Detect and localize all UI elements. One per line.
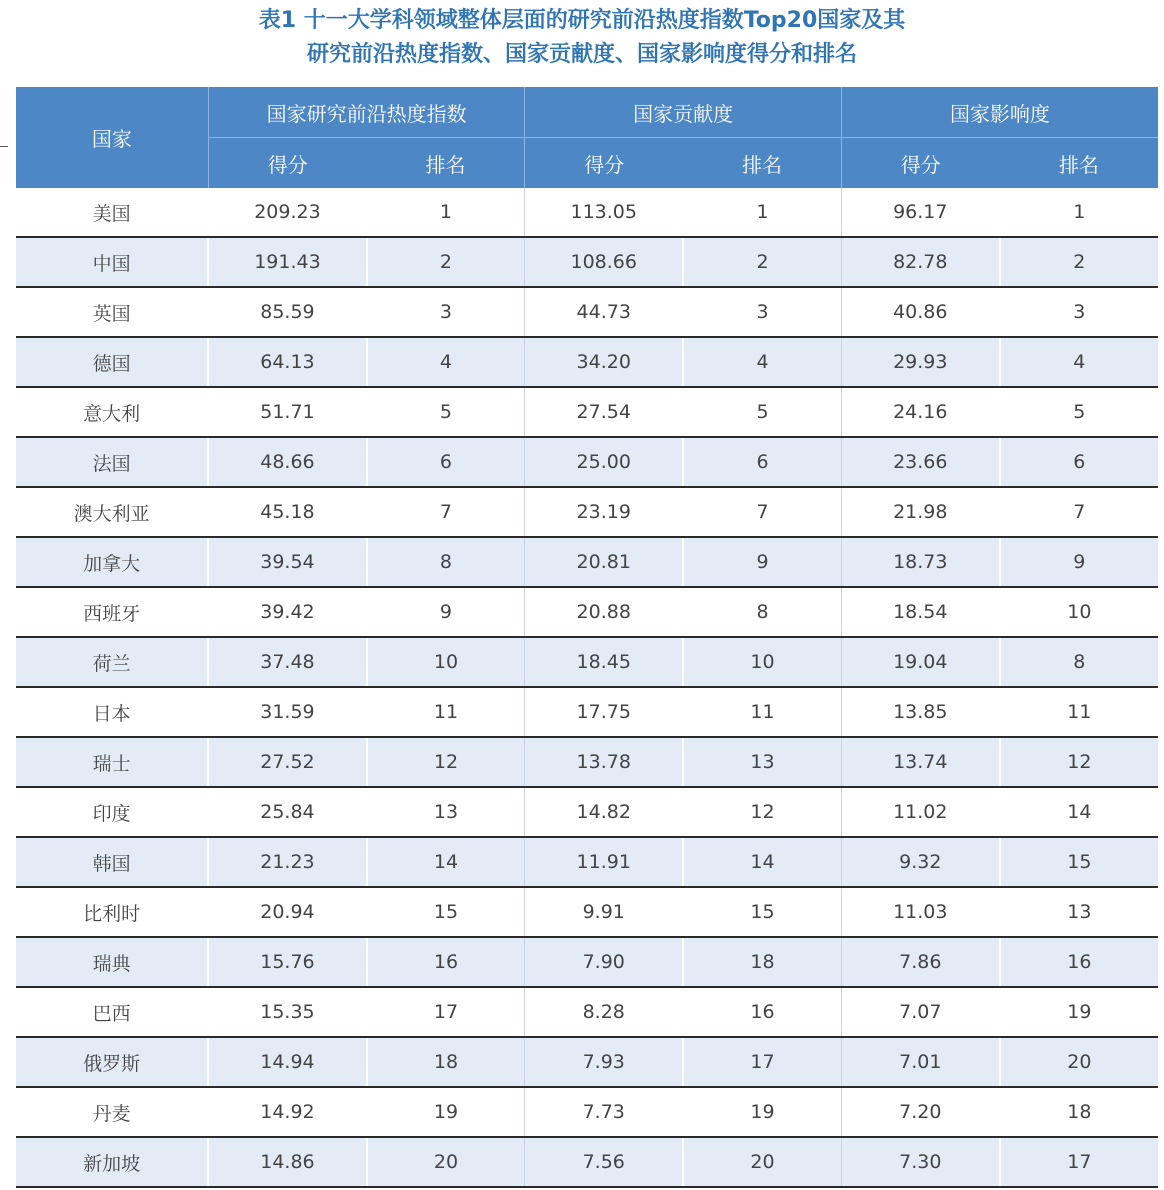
heat-index-score-cell: 85.59: [208, 287, 366, 337]
table-title: [0, 0, 1164, 72]
heat-index-rank-cell: 2: [367, 237, 525, 287]
contribution-rank-cell: 1: [683, 188, 841, 237]
table-row: [16, 188, 1158, 237]
group-header-heat-index: 国家研究前沿热度指数: [208, 87, 525, 138]
country-cell: 法国: [16, 437, 208, 487]
country-cell: 瑞典: [16, 937, 208, 987]
heat-index-score-cell: 64.13: [208, 337, 366, 387]
influence-rank-cell: 10: [1000, 587, 1158, 637]
contribution-rank-cell: 10: [683, 637, 841, 687]
heat-index-rank-cell: 18: [367, 1037, 525, 1087]
influence-rank-cell: 18: [1000, 1087, 1158, 1137]
subheader-rank: 排名: [1000, 138, 1158, 189]
subheader-rank: 排名: [683, 138, 841, 189]
contribution-rank-cell: 13: [683, 737, 841, 787]
contribution-rank-cell: 20: [683, 1137, 841, 1187]
influence-score-cell: 40.86: [841, 287, 999, 337]
influence-score-cell: 24.16: [841, 387, 999, 437]
contribution-score-cell: 9.91: [525, 887, 683, 937]
heat-index-score-cell: 39.54: [208, 537, 366, 587]
influence-rank-cell: 5: [1000, 387, 1158, 437]
heat-index-rank-cell: 14: [367, 837, 525, 887]
contribution-rank-cell: 14: [683, 837, 841, 887]
influence-rank-cell: 20: [1000, 1037, 1158, 1087]
influence-rank-cell: 12: [1000, 737, 1158, 787]
influence-score-cell: 18.73: [841, 537, 999, 587]
heat-index-rank-cell: 6: [367, 437, 525, 487]
table-row: [16, 737, 1158, 787]
group-header-contribution: 国家贡献度: [525, 87, 842, 138]
contribution-score-cell: 7.90: [525, 937, 683, 987]
table-row: [16, 937, 1158, 987]
table-row: [16, 1137, 1158, 1187]
country-cell: 德国: [16, 337, 208, 387]
table-row: [16, 637, 1158, 687]
table-row: [16, 687, 1158, 737]
heat-index-rank-cell: 12: [367, 737, 525, 787]
country-cell: 美国: [16, 188, 208, 237]
influence-rank-cell: 16: [1000, 937, 1158, 987]
heat-index-score-cell: 45.18: [208, 487, 366, 537]
contribution-rank-cell: 12: [683, 787, 841, 837]
heat-index-rank-cell: 11: [367, 687, 525, 737]
subheader-score: 得分: [525, 138, 683, 189]
table-row: [16, 337, 1158, 387]
contribution-score-cell: 108.66: [525, 237, 683, 287]
table-body: [16, 188, 1158, 1187]
table-row: [16, 837, 1158, 887]
margin-mark: [0, 146, 8, 147]
influence-rank-cell: 7: [1000, 487, 1158, 537]
influence-score-cell: 9.32: [841, 837, 999, 887]
influence-score-cell: 23.66: [841, 437, 999, 487]
heat-index-score-cell: 15.76: [208, 937, 366, 987]
contribution-score-cell: 14.82: [525, 787, 683, 837]
country-cell: 澳大利亚: [16, 487, 208, 537]
heat-index-score-cell: 209.23: [208, 188, 366, 237]
heat-index-rank-cell: 15: [367, 887, 525, 937]
influence-score-cell: 7.01: [841, 1037, 999, 1087]
influence-rank-cell: 11: [1000, 687, 1158, 737]
table-row: [16, 787, 1158, 837]
contribution-score-cell: 11.91: [525, 837, 683, 887]
influence-rank-cell: 15: [1000, 837, 1158, 887]
contribution-rank-cell: 3: [683, 287, 841, 337]
heat-index-rank-cell: 10: [367, 637, 525, 687]
influence-score-cell: 96.17: [841, 188, 999, 237]
contribution-rank-cell: 9: [683, 537, 841, 587]
contribution-rank-cell: 17: [683, 1037, 841, 1087]
heat-index-rank-cell: 20: [367, 1137, 525, 1187]
influence-rank-cell: 8: [1000, 637, 1158, 687]
heat-index-score-cell: 191.43: [208, 237, 366, 287]
contribution-score-cell: 113.05: [525, 188, 683, 237]
heat-index-score-cell: 14.92: [208, 1087, 366, 1137]
contribution-score-cell: 18.45: [525, 637, 683, 687]
influence-score-cell: 7.30: [841, 1137, 999, 1187]
contribution-score-cell: 7.56: [525, 1137, 683, 1187]
influence-score-cell: 29.93: [841, 337, 999, 387]
influence-rank-cell: 4: [1000, 337, 1158, 387]
subheader-score: 得分: [208, 138, 366, 189]
heat-index-score-cell: 14.94: [208, 1037, 366, 1087]
influence-rank-cell: 3: [1000, 287, 1158, 337]
contribution-rank-cell: 19: [683, 1087, 841, 1137]
influence-rank-cell: 19: [1000, 987, 1158, 1037]
influence-score-cell: 7.86: [841, 937, 999, 987]
heat-index-score-cell: 31.59: [208, 687, 366, 737]
heat-index-rank-cell: 1: [367, 188, 525, 237]
heat-index-rank-cell: 4: [367, 337, 525, 387]
contribution-rank-cell: 5: [683, 387, 841, 437]
contribution-score-cell: 13.78: [525, 737, 683, 787]
heat-index-rank-cell: 17: [367, 987, 525, 1037]
heat-index-rank-cell: 7: [367, 487, 525, 537]
contribution-rank-cell: 6: [683, 437, 841, 487]
contribution-score-cell: 44.73: [525, 287, 683, 337]
contribution-rank-cell: 2: [683, 237, 841, 287]
subheader-rank: 排名: [367, 138, 525, 189]
table-row: [16, 887, 1158, 937]
influence-score-cell: 11.02: [841, 787, 999, 837]
table-row: [16, 987, 1158, 1037]
heat-index-score-cell: 27.52: [208, 737, 366, 787]
influence-rank-cell: 2: [1000, 237, 1158, 287]
contribution-score-cell: 7.93: [525, 1037, 683, 1087]
contribution-rank-cell: 18: [683, 937, 841, 987]
contribution-score-cell: 8.28: [525, 987, 683, 1037]
country-cell: 俄罗斯: [16, 1037, 208, 1087]
group-header-influence: 国家影响度: [841, 87, 1158, 138]
heat-index-rank-cell: 16: [367, 937, 525, 987]
influence-score-cell: 11.03: [841, 887, 999, 937]
table-row: [16, 237, 1158, 287]
influence-rank-cell: 17: [1000, 1137, 1158, 1187]
contribution-score-cell: 34.20: [525, 337, 683, 387]
heat-index-score-cell: 20.94: [208, 887, 366, 937]
country-cell: 韩国: [16, 837, 208, 887]
heat-index-score-cell: 15.35: [208, 987, 366, 1037]
heat-index-score-cell: 21.23: [208, 837, 366, 887]
influence-score-cell: 13.85: [841, 687, 999, 737]
influence-rank-cell: 9: [1000, 537, 1158, 587]
country-column-header: 国家: [16, 87, 208, 188]
country-cell: 瑞士: [16, 737, 208, 787]
heat-index-rank-cell: 3: [367, 287, 525, 337]
contribution-rank-cell: 15: [683, 887, 841, 937]
contribution-rank-cell: 11: [683, 687, 841, 737]
influence-score-cell: 7.07: [841, 987, 999, 1037]
influence-score-cell: 82.78: [841, 237, 999, 287]
influence-rank-cell: 1: [1000, 188, 1158, 237]
heat-index-score-cell: 51.71: [208, 387, 366, 437]
heat-index-rank-cell: 8: [367, 537, 525, 587]
contribution-score-cell: 17.75: [525, 687, 683, 737]
heat-index-score-cell: 37.48: [208, 637, 366, 687]
country-cell: 荷兰: [16, 637, 208, 687]
influence-rank-cell: 14: [1000, 787, 1158, 837]
heat-index-rank-cell: 9: [367, 587, 525, 637]
heat-index-score-cell: 48.66: [208, 437, 366, 487]
contribution-score-cell: 23.19: [525, 487, 683, 537]
contribution-rank-cell: 8: [683, 587, 841, 637]
table-row: [16, 387, 1158, 437]
table-row: [16, 287, 1158, 337]
table-row: [16, 1087, 1158, 1137]
contribution-score-cell: 20.81: [525, 537, 683, 587]
heat-index-score-cell: 39.42: [208, 587, 366, 637]
contribution-rank-cell: 4: [683, 337, 841, 387]
contribution-rank-cell: 16: [683, 987, 841, 1037]
country-cell: 丹麦: [16, 1087, 208, 1137]
table-row: [16, 537, 1158, 587]
country-cell: 巴西: [16, 987, 208, 1037]
influence-rank-cell: 13: [1000, 887, 1158, 937]
heat-index-rank-cell: 19: [367, 1087, 525, 1137]
country-cell: 西班牙: [16, 587, 208, 637]
country-cell: 意大利: [16, 387, 208, 437]
influence-score-cell: 19.04: [841, 637, 999, 687]
influence-score-cell: 18.54: [841, 587, 999, 637]
country-cell: 加拿大: [16, 537, 208, 587]
table-row: [16, 587, 1158, 637]
table-title-line-1: 表1 十一大学科领域整体层面的研究前沿热度指数Top20国家及其: [258, 8, 906, 33]
country-cell: 英国: [16, 287, 208, 337]
table-row: [16, 1037, 1158, 1087]
country-cell: 印度: [16, 787, 208, 837]
subheader-score: 得分: [841, 138, 999, 189]
country-cell: 新加坡: [16, 1137, 208, 1187]
influence-score-cell: 7.20: [841, 1087, 999, 1137]
heat-index-rank-cell: 5: [367, 387, 525, 437]
contribution-score-cell: 25.00: [525, 437, 683, 487]
contribution-score-cell: 27.54: [525, 387, 683, 437]
heat-index-rank-cell: 13: [367, 787, 525, 837]
contribution-score-cell: 20.88: [525, 587, 683, 637]
influence-score-cell: 21.98: [841, 487, 999, 537]
contribution-rank-cell: 7: [683, 487, 841, 537]
table-row: [16, 487, 1158, 537]
country-cell: 比利时: [16, 887, 208, 937]
contribution-score-cell: 7.73: [525, 1087, 683, 1137]
ranking-table: [16, 87, 1158, 1188]
table-row: [16, 437, 1158, 487]
influence-rank-cell: 6: [1000, 437, 1158, 487]
heat-index-score-cell: 14.86: [208, 1137, 366, 1187]
country-cell: 中国: [16, 237, 208, 287]
heat-index-score-cell: 25.84: [208, 787, 366, 837]
country-cell: 日本: [16, 687, 208, 737]
table-title-line-2: 研究前沿热度指数、国家贡献度、国家影响度得分和排名: [306, 42, 857, 67]
influence-score-cell: 13.74: [841, 737, 999, 787]
